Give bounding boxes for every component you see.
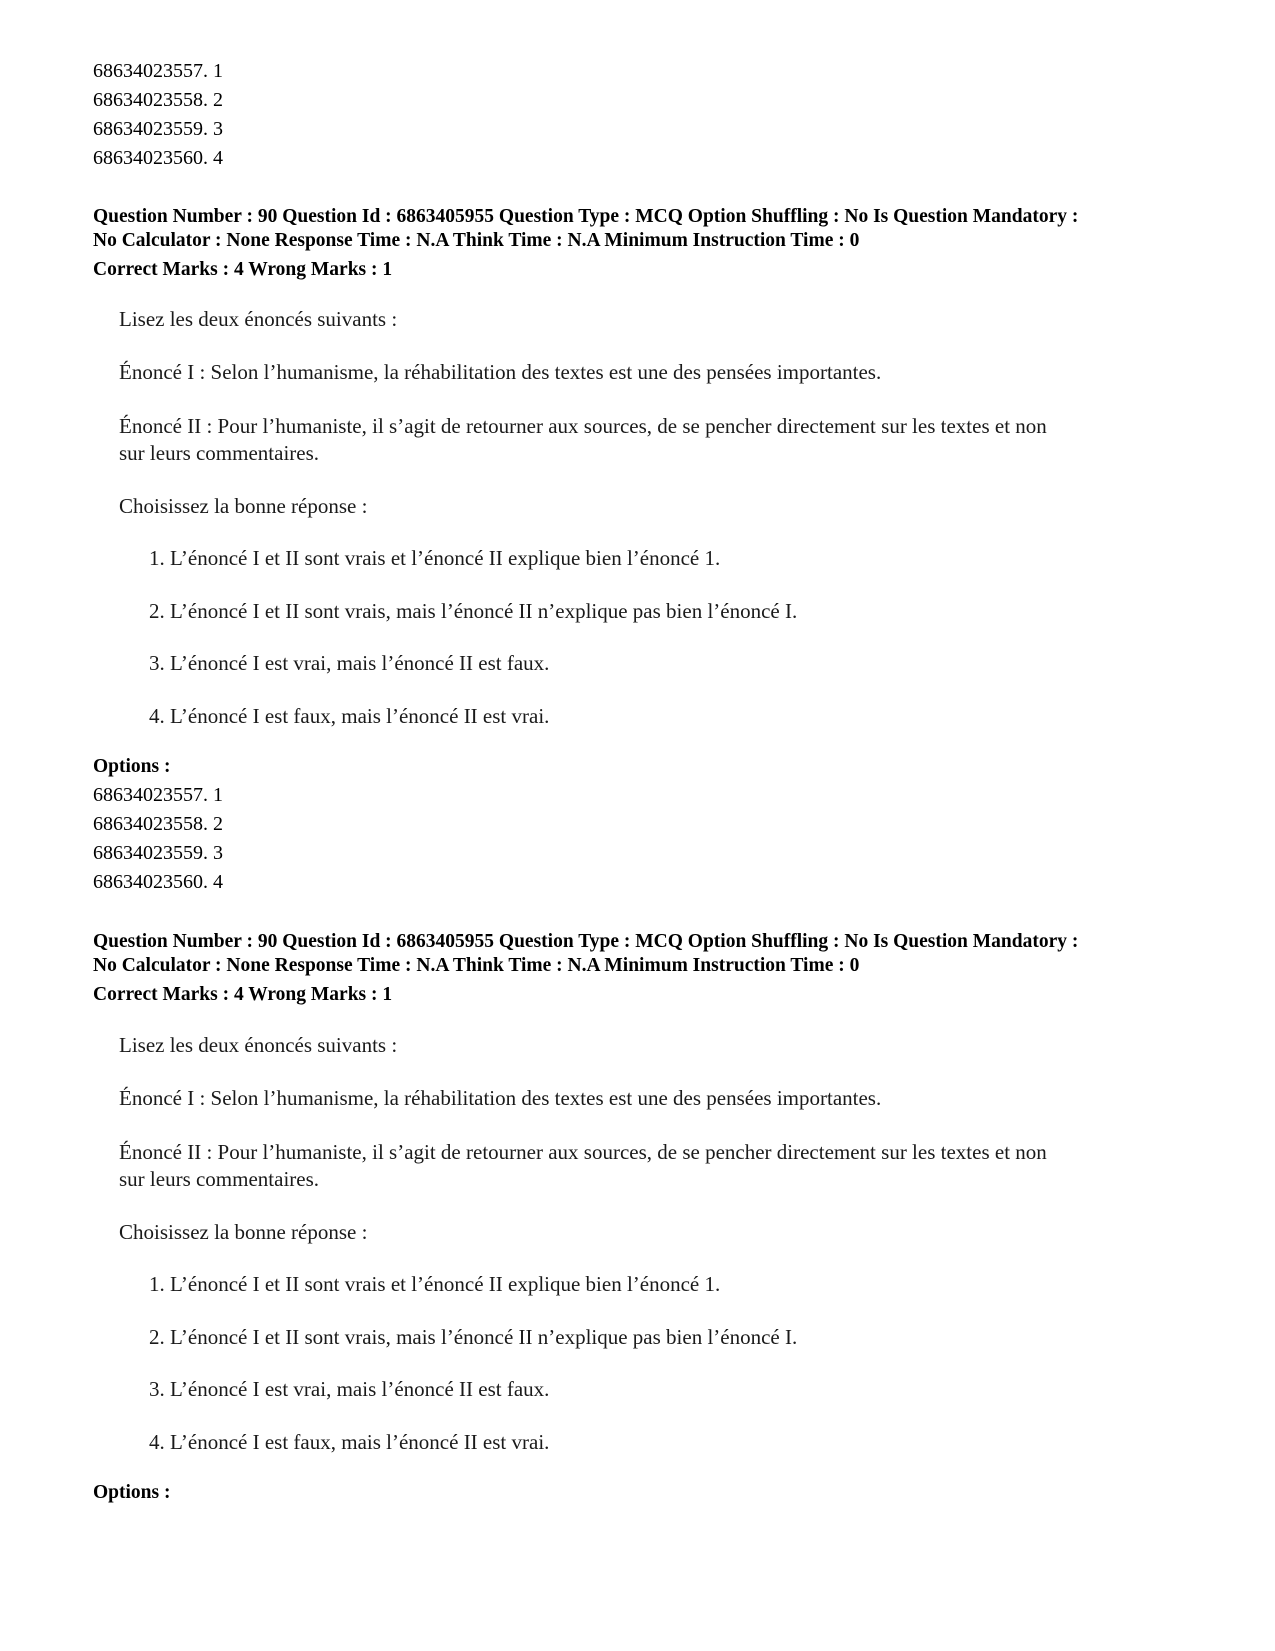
option-line: 68634023559. 3 xyxy=(93,842,223,864)
option-line: 68634023558. 2 xyxy=(93,813,223,835)
statement-2-line-1: Énoncé II : Pour l’humaniste, il s’agit de retourner aux sources, de se pencher directement sur les textes et non xyxy=(119,414,1047,438)
option-line: 68634023557. 1 xyxy=(93,60,223,82)
question-prompt: Choisissez la bonne réponse : xyxy=(119,1220,368,1244)
option-line: 68634023559. 3 xyxy=(93,118,223,140)
choice-item: 2. L’énoncé I et II sont vrais, mais l’énoncé II n’explique pas bien l’énoncé I. xyxy=(149,1325,798,1349)
question-marks: Correct Marks : 4 Wrong Marks : 1 xyxy=(93,259,393,280)
statement-1: Énoncé I : Selon l’humanisme, la réhabilitation des textes est une des pensées importantes. xyxy=(119,1086,882,1110)
options-label: Options : xyxy=(93,756,171,777)
question-intro: Lisez les deux énoncés suivants : xyxy=(119,1033,398,1057)
choice-item: 1. L’énoncé I et II sont vrais et l’énoncé II explique bien l’énoncé 1. xyxy=(149,1272,721,1296)
option-line: 68634023557. 1 xyxy=(93,784,223,806)
question-intro: Lisez les deux énoncés suivants : xyxy=(119,307,398,331)
option-line: 68634023560. 4 xyxy=(93,871,223,893)
question-meta-line-2: No Calculator : None Response Time : N.A Think Time : N.A Minimum Instruction Time : 0 xyxy=(93,955,860,976)
question-meta-line-2: No Calculator : None Response Time : N.A Think Time : N.A Minimum Instruction Time : 0 xyxy=(93,230,860,251)
question-marks: Correct Marks : 4 Wrong Marks : 1 xyxy=(93,984,393,1005)
question-meta xyxy=(93,205,1193,282)
choice-item: 4. L’énoncé I est faux, mais l’énoncé II est vrai. xyxy=(149,1430,550,1454)
question-prompt: Choisissez la bonne réponse : xyxy=(119,494,368,518)
statement-2-line-1: Énoncé II : Pour l’humaniste, il s’agit de retourner aux sources, de se pencher directement sur les textes et non xyxy=(119,1140,1047,1164)
choice-item: 3. L’énoncé I est vrai, mais l’énoncé II est faux. xyxy=(149,1377,550,1401)
choice-item: 2. L’énoncé I et II sont vrais, mais l’énoncé II n’explique pas bien l’énoncé I. xyxy=(149,599,798,623)
choice-item: 3. L’énoncé I est vrai, mais l’énoncé II est faux. xyxy=(149,651,550,675)
question-meta-line-1: Question Number : 90 Question Id : 6863405955 Question Type : MCQ Option Shuffling : No Is Question Mandatory : xyxy=(93,931,1079,952)
choice-item: 4. L’énoncé I est faux, mais l’énoncé II est vrai. xyxy=(149,704,550,728)
option-line: 68634023558. 2 xyxy=(93,89,223,111)
statement-1: Énoncé I : Selon l’humanisme, la réhabilitation des textes est une des pensées importantes. xyxy=(119,360,882,384)
question-meta-line-1: Question Number : 90 Question Id : 6863405955 Question Type : MCQ Option Shuffling : No Is Question Mandatory : xyxy=(93,206,1079,227)
question-meta xyxy=(93,930,1193,1007)
options-label: Options : xyxy=(93,1482,171,1503)
options-list xyxy=(93,781,1193,897)
option-line: 68634023560. 4 xyxy=(93,147,223,169)
statement-2-line-2: sur leurs commentaires. xyxy=(119,441,320,465)
statement-2-line-2: sur leurs commentaires. xyxy=(119,1167,320,1191)
choice-item: 1. L’énoncé I et II sont vrais et l’énoncé II explique bien l’énoncé 1. xyxy=(149,546,721,570)
top-options-list xyxy=(93,57,1193,173)
